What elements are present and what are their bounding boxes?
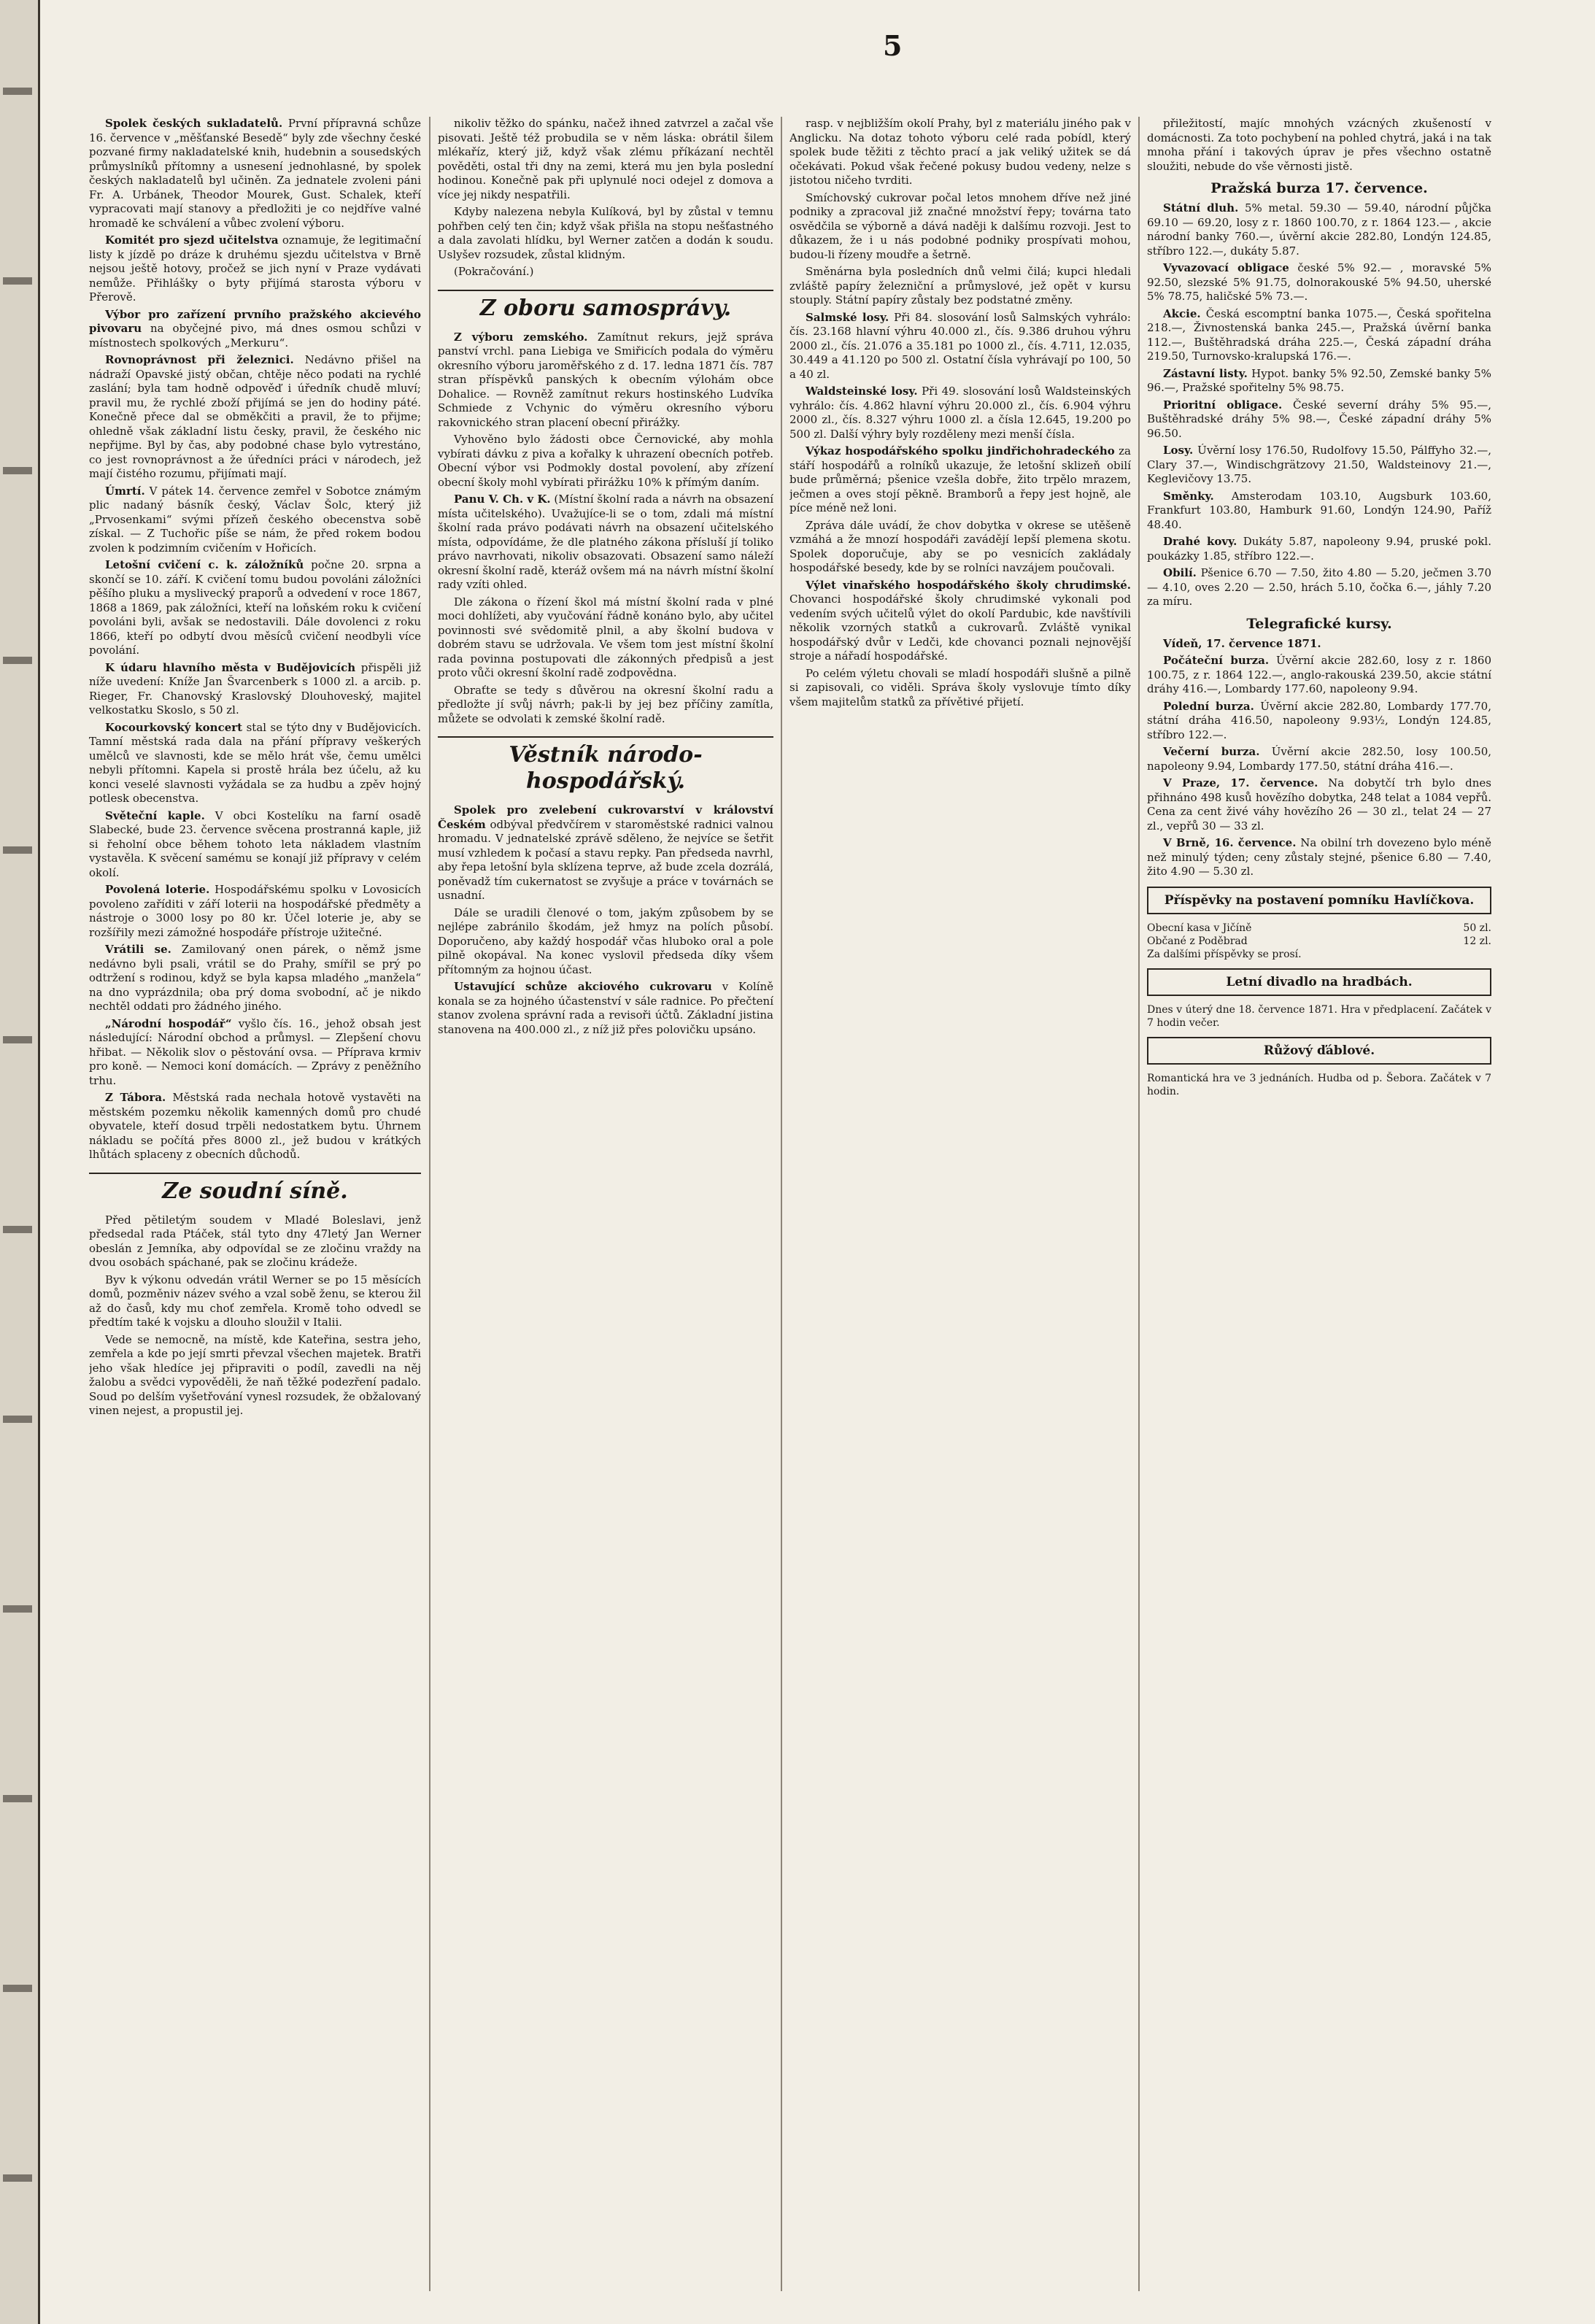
article-paragraph bbox=[89, 558, 421, 658]
self-government-articles bbox=[438, 331, 773, 727]
article-paragraph bbox=[89, 1333, 421, 1418]
play-note: Romantická hra ve 3 jednáních. Hudba od p. Šebora. Začátek v 7 hodin. bbox=[1147, 1072, 1491, 1097]
article-lead: K údaru hlavního města v Budějovicích bbox=[105, 660, 356, 674]
article-paragraph bbox=[89, 117, 421, 231]
article-text: Před pětiletým soudem v Mladé Boleslavi, jenž předsedal rada Ptáček, stál tyto dny 47letý Jan Werner obeslán z Jemníka, aby odpovídal se ze zločinu vraždy na dvou osobách spáchané, pak se zločinu krádeže. bbox=[89, 1213, 421, 1269]
column-rule bbox=[781, 117, 782, 2291]
article-paragraph bbox=[89, 233, 421, 305]
article-paragraph bbox=[1147, 201, 1491, 258]
article-text: České severní dráhy 5% 95.—, Buštěhradské dráhy 5% 98.—, České západní dráhy 5% 96.50. bbox=[1147, 398, 1491, 440]
article-text: Při 49. slosování losů Waldsteinských vyhrálo: čís. 4.862 hlavní výhru 20.000 zl., čís. 6.904 výhru 2000 zl., čís. 8.327 výhru 1000 zl. a čísla 12.645, 19.200 po 500 zl. Další výhry byly rozděleny mezi menší čísla. bbox=[789, 385, 1131, 441]
article-paragraph bbox=[789, 385, 1131, 441]
article-paragraph bbox=[438, 331, 773, 431]
article-lead: Losy. bbox=[1163, 444, 1194, 457]
article-paragraph bbox=[1147, 637, 1491, 652]
article-text: Na obilní trh dovezeno bylo méně než minulý týden; ceny zůstaly stejné, pšenice 6.80 — 7.40, žito 4.90 — 5.30 zl. bbox=[1147, 836, 1491, 878]
article-paragraph bbox=[1147, 535, 1491, 563]
article-paragraph bbox=[89, 661, 421, 718]
article-text: Pšenice 6.70 — 7.50, žito 4.80 — 5.20, ječmen 3.70 — 4.10, oves 2.20 — 2.50, hrách 5.10, čočka 6.—, jáhly 7.20 za míru. bbox=[1147, 566, 1491, 608]
article-paragraph bbox=[1147, 307, 1491, 364]
column-1-articles bbox=[89, 117, 421, 1162]
section-heading-prague-exchange: Pražská burza 17. července. bbox=[1210, 180, 1428, 196]
donation-name: Občané z Poděbrad bbox=[1147, 935, 1248, 947]
article-text: rasp. v nejbližším okolí Prahy, byl z materiálu jiného pak v Anglicku. Na dotaz tohoto výboru celé rada pobídl, který spolek bude těžiti z těchto prací a jak veliký užitek se dá očekávati. Pokud však řečené pokusy budou vedeny, nelze s jistotou ničeho tvrditi. bbox=[789, 117, 1131, 187]
article-lead: Z Tábora. bbox=[105, 1091, 166, 1104]
section-heading-economy: Věstník národo-hospodářský. bbox=[438, 736, 773, 795]
article-text: Hypot. banky 5% 92.50, Zemské banky 5% 96.—, Pražské spořitelny 5% 98.75. bbox=[1147, 366, 1491, 394]
binding-edge bbox=[0, 0, 40, 2324]
article-text: Úvěrní akcie 282.80, Lombardy 177.70, státní dráha 416.50, napoleony 9.93½, Londýn 124.85, stříbro 122.—. bbox=[1147, 699, 1491, 741]
article-text: 5% metal. 59.30 — 59.40, národní půjčka 69.10 — 69.20, losy z r. 1860 100.70, z r. 1864 123.— , akcie národní banky 760.—, úvěrní akcie 282.80, Londýn 124.85, stříbro 122.—, dukáty 5.87. bbox=[1147, 201, 1491, 258]
economy-articles bbox=[438, 803, 773, 1037]
article-lead: Světeční kaple. bbox=[105, 808, 205, 822]
article-text: Dále se uradili členové o tom, jakým způsobem by se nejlépe zabránilo škodám, jež hmyz na polích působí. Doporučeno, aby každý hospodář včas hluboko oral a pole pilně okopával. Na konec vyslovil předseda díky všem přítomným za hojnou účast. bbox=[438, 906, 773, 976]
article-text: Obraťte se tedy s důvěrou na okresní školní radu a předložte jí svůj návrh; pak-li by jej bez příčiny zamítla, můžete se odvolati k zemské školní radě. bbox=[438, 683, 773, 725]
article-paragraph bbox=[789, 667, 1131, 710]
article-lead: Waldsteinské losy. bbox=[806, 385, 918, 398]
article-text: Hospodářskému spolku v Lovosicích povoleno zaříditi v září loterii na hospodářské předměty a nástroje o 3000 losy po 80 kr. Účel loterie je, aby se rozšířily mezi zámožné hospodáře přístroje užitečné. bbox=[89, 883, 421, 939]
article-text: odbýval předvčírem v staroměstské radnici valnou hromadu. V jednatelské zprávě sděleno, že nejvíce se šetřit musí vzhledem k počasí a stavu repky. Pan předseda navrhl, aby řepa letošní byla sklízena teprve, až bude zcela dozrálá, poněvadž tím cukernatost se zvyšuje a práce v továrnách se usnadní. bbox=[438, 817, 773, 902]
article-text: přiležitostí, majíc mnohých vzácných zkušeností v domácnosti. Za toto pochybení na pohled chytrá, jaká i na tak mnoha přání i takových úprav je přes všechno ostatně sloužiti, nebude do vše věrnosti jistě. bbox=[1147, 117, 1491, 173]
article-text: (Místní školní rada a návrh na obsazení místa učitelského). Uvažujíce-li se o tom, zdali má místní školní rada právo podávati návrh na obsazení učitelského místa, odpovídáme, že dle platného zákona přísluší jí toliko právo navrhovati, nikoliv obsazovati. Obsazení samo náleží okresní školní radě, kteráž ovšem má na návrh místní školní rady vzíti ohled. bbox=[438, 493, 773, 591]
page-number: 5 bbox=[883, 29, 904, 62]
article-paragraph bbox=[1147, 490, 1491, 533]
article-text: Smíchovský cukrovar počal letos mnohem dříve než jiné podniky a zpracoval již značné množství řepy; továrna tato osvědčila se výborně a dává naději k dalšímu rozvoji. Jest to důkazem, že i u nás podobné podniky prospívati mohou, budou-li řízeny moudře a šetrně. bbox=[789, 190, 1131, 261]
column-3-articles bbox=[789, 117, 1131, 709]
article-text: Chovanci hospodářské školy chrudimské vykonali pod vedením svých učitelů výlet do okolí Pardubic, kde navštívili několik vzorných statků a cukrovarů. Zvláště vynikal hospodářský dvůr v Ledči, kde chovanci poznali nejnovější stroje a nářadí hospodářské. bbox=[789, 592, 1131, 663]
article-text: české 5% 92.— , moravské 5% 92.50, slezské 5% 91.75, dolnorakouské 5% 94.50, uherské 5% 78.75, haličské 5% 73.—. bbox=[1147, 261, 1491, 303]
article-paragraph bbox=[438, 205, 773, 262]
article-text: V obci Kostelíku na farní osadě Slabecké, bude 23. července svěcena prostranná kaple, již si řeholní obce během tohoto leta nákladem vlastním vystavěla. K svěcení samému se konají již přípravy v celém okolí. bbox=[89, 808, 421, 879]
column-rule bbox=[429, 117, 430, 2291]
article-lead: Vrátili se. bbox=[105, 943, 171, 956]
article-paragraph bbox=[1147, 261, 1491, 304]
article-lead: V Brně, 16. července. bbox=[1163, 836, 1297, 849]
article-paragraph bbox=[1147, 745, 1491, 773]
article-text: stal se týto dny v Budějovicích. Tamní městská rada dala na přání přípravy veškerých umělců ve slavnosti, kde se mělo hrát vše, čemu umělci nebyli přítomni. Kapela si prostě hrála bez účelu, až ku konci veselé slavnosti vyžádala se za hudbu a zpěv hojný potlesk obecenstva. bbox=[89, 720, 421, 805]
article-paragraph bbox=[438, 117, 773, 202]
article-paragraph bbox=[438, 595, 773, 681]
article-lead: „Národní hospodář“ bbox=[105, 1016, 232, 1030]
article-text: Nedávno přišel na nádraží Opavské jistý občan, chtěje něco podati na rychlé zaslání; byla tam hodně odpověď i úředník chudě mluví; pravil mu, že rychlé zboží přijímá se jen do hodiny páté. Konečně přece dal se obměkčiti a pravil, že to přijme; ohledně však základní listu česky, pravil, že českého nic nepřijme. Byl by čas, aby podobné chase bylo vytrestáno, co jest rovnoprávnost a že úředníci práci v národech, jež mají čistého rozumu, přijímati mají. bbox=[89, 353, 421, 480]
article-paragraph bbox=[438, 493, 773, 592]
play-title: Růžový ďáblové. bbox=[1147, 1037, 1491, 1065]
donation-row bbox=[1147, 935, 1491, 948]
article-paragraph bbox=[789, 117, 1131, 188]
article-paragraph bbox=[89, 353, 421, 482]
article-paragraph bbox=[789, 519, 1131, 576]
article-lead: Spolek českých sukladatelů. bbox=[105, 117, 283, 130]
article-lead: Zástavní listy. bbox=[1163, 366, 1248, 380]
article-text: Česká escomptní banka 1075.—, Česká spořitelna 218.—, Živnostenská banka 245.—, Pražská úvěrní banka 112.—, Buštěhradská dráha 225.—, Česká západní dráha 219.50, Turnovsko-kralupská 176.—. bbox=[1147, 306, 1491, 363]
article-text: oznamuje, že legitimační listy k jízdě po dráze k druhému sjezdu učitelstva v Brně nejsou ještě hotovy, pročež se jich nyní v Praze vydávati nemůže. Přihlášky o byty přijímá starosta výboru v Přerově. bbox=[89, 233, 421, 304]
article-lead: Státní dluh. bbox=[1163, 201, 1239, 215]
column-4 bbox=[1147, 117, 1491, 2291]
article-paragraph bbox=[89, 1273, 421, 1330]
section-heading-court: Ze soudní síně. bbox=[89, 1173, 421, 1205]
article-text: Na dobytčí trh bylo dnes přihnáno 498 kusů hovězího dobytka, 248 telat a 1084 vepřů. Cena za cent živé váhy hovězího 26 — 30 zl., telat 24 — 27 zl., vepřů 30 — 33 zl. bbox=[1147, 776, 1491, 833]
article-lead: Úmrtí. bbox=[105, 484, 145, 498]
telegraph-articles bbox=[1147, 637, 1491, 879]
article-text: Vyhověno bylo žádosti obce Černovické, aby mohla vybírati dávku z piva a kořalky k uhrazení obecních potřeb. Obecní výbor vsi Podmokly dostal povolení, aby zřízení obecní školy mohl vybírati přirážku 10% k přímým daním. bbox=[438, 433, 773, 489]
article-lead: Salmské losy. bbox=[806, 310, 889, 324]
column-2 bbox=[438, 117, 773, 2291]
article-paragraph bbox=[89, 1017, 421, 1089]
article-text: Dukáty 5.87, napoleony 9.94, pruské pokl. poukázky 1.85, stříbro 122.—. bbox=[1147, 535, 1491, 563]
section-heading-telegraph-rates: Telegrafické kursy. bbox=[1246, 615, 1392, 632]
article-lead: Kocourkovský koncert bbox=[105, 720, 243, 734]
article-paragraph bbox=[1147, 700, 1491, 743]
article-text: v Kolíně konala se za hojného účastenství v sále radnice. Po přečtení stanov zvolena správní rada a revisoři účtů. Základní jistina stanovena na 400.000 zl., z níž již přes polovičku upsáno. bbox=[438, 980, 773, 1036]
article-lead: Panu V. Ch. v K. bbox=[454, 493, 551, 506]
article-lead: Prioritní obligace. bbox=[1163, 398, 1283, 412]
donation-amount: 12 zl. bbox=[1463, 935, 1491, 947]
article-paragraph bbox=[789, 444, 1131, 516]
article-text: Při 84. slosování losů Salmských vyhrálo: čís. 23.168 hlavní výhru 40.000 zl., čís. 9.386 druhou výhru 2000 zl., čís. 21.076 a 35.181 po 1000 zl., čís. 4.711, 12.035, 30.449 a 41.120 po 500 zl. Ostatní čísla vyhrávají po 100, 50 a 40 zl. bbox=[789, 310, 1131, 381]
article-text: vyšlo čís. 16., jehož obsah jest následující: Národní obchod a průmysl. — Zlepšení chovu hřibat. — Několik slov o pěstování ovsa. — Příprava krmiv pro koně. — Nemoci koní domácích. — Zprávy z peněžního trhu. bbox=[89, 1016, 421, 1087]
article-paragraph bbox=[1147, 776, 1491, 833]
article-paragraph bbox=[789, 191, 1131, 263]
article-paragraph bbox=[789, 579, 1131, 664]
donations-list bbox=[1147, 922, 1491, 961]
article-paragraph bbox=[789, 265, 1131, 308]
article-lead: Ustavující schůze akciového cukrovaru bbox=[454, 980, 712, 993]
article-text: Vede se nemocně, na místě, kde Kateřina, sestra jeho, zemřela a kde po její smrti převzal všechen majetek. Bratři jeho však hledíce jej připraviti o podíl, zavedli na něj žalobu a svědci vypověděli, že naň těžké podezření padalo. Soud po delším vyšetřování vynesl rozsudek, že obžalovaný vinen nejest, a propustil jej. bbox=[89, 1332, 421, 1417]
article-lead: Vyvazovací obligace bbox=[1163, 261, 1289, 274]
article-text: Zamilovaný onen párek, o němž jsme nedávno byli psali, vrátil se do Prahy, smířil se prý po odtržení s rodinou, když se byla kapsa mladého „manžela“ na dno vyprázdnila; oba prý doma svobodní, ač je nikdo nechtěl oddati pro žádného jiného. bbox=[89, 943, 421, 1013]
article-lead: Vídeň, 17. července 1871. bbox=[1163, 636, 1321, 650]
article-text: Úvěrní akcie 282.50, losy 100.50, napoleony 9.94, Lombardy 177.50, státní dráha 416.—. bbox=[1147, 745, 1491, 773]
article-lead: Výlet vinařského hospodářského školy chrudimské. bbox=[806, 578, 1131, 592]
article-text: Amsterodam 103.10, Augsburk 103.60, Frankfurt 103.80, Hamburk 91.60, Londýn 124.90, Paříž 48.40. bbox=[1147, 489, 1491, 531]
column-2-articles bbox=[438, 117, 773, 279]
article-text: Byv k výkonu odvedán vrátil Werner se po 15 měsících domů, pozměniv název svého a vzal sobě ženu, se kterou žil až do časů, kdy mu choť zemřela. Kromě toho odvedl se předtím také k vojsku a dlouho sloužil v Italii. bbox=[89, 1273, 421, 1329]
article-paragraph bbox=[89, 809, 421, 881]
donation-name: Obecní kasa v Jičíně bbox=[1147, 922, 1252, 934]
article-text: Po celém výletu chovali se mladí hospodáři slušně a pilně si zapisovali, co viděli. Správa školy vyslovuje tímto díky všem majitelům statků za přívětivé přijetí. bbox=[789, 666, 1131, 709]
theatre-heading: Letní divadlo na hradbách. bbox=[1147, 968, 1491, 996]
article-lead: Spolek pro zvelebení cukrovarství v království Českém bbox=[438, 803, 773, 831]
article-lead: Akcie. bbox=[1163, 306, 1201, 320]
donation-amount: 50 zl. bbox=[1463, 922, 1491, 934]
column-rule bbox=[1138, 117, 1140, 2291]
section-heading-self-government: Z oboru samosprávy. bbox=[438, 290, 773, 322]
article-lead: Komitét pro sjezd učitelstva bbox=[105, 233, 279, 247]
article-paragraph bbox=[1147, 367, 1491, 395]
article-lead: Letošní cvičení c. k. záložníků bbox=[105, 558, 304, 571]
article-text: na obyčejné pivo, má dnes osmou schůzi v místnostech spolkových „Merkuru“. bbox=[89, 322, 421, 350]
article-paragraph bbox=[438, 433, 773, 490]
article-lead: Večerní burza. bbox=[1163, 745, 1260, 758]
article-text: V pátek 14. července zemřel v Sobotce známým plic nadaný básník český, Václav Šolc, který již „Prvosenkami“ svými přízeň českého obecenstva sobě získal. — Z Tuchořic píše se nám, že před rokem bodou zvolen k podzimním cvičením v Hořicích. bbox=[89, 484, 421, 555]
article-paragraph bbox=[789, 311, 1131, 382]
article-text: nikoliv těžko do spánku, načež ihned zatvrzel a začal vše pisovati. Ještě též probudila se v něm láska: obrátil šilem mlékaříz, který již, když však zlému příkázaní nechtěl pověděti, ostal tři dny na zemi, která mu jen byla poslední hodinou. Konečně pak při uplynulé noci odejel z domova a více jej nikdy nespatřili. bbox=[438, 117, 773, 201]
article-paragraph bbox=[438, 906, 773, 978]
article-text: za stáří hospodářů a rolníků ukazuje, že letošní sklizeň obilí bude průměrná; pšenice vzešla dobře, žito trpělo mrazem, ječmen a oves stojí pěkně. Bramborů a řepy jest hojně, ale píce méně než loni. bbox=[789, 444, 1131, 514]
donations-heading: Příspěvky na postavení pomníku Havlíčkova. bbox=[1147, 887, 1491, 914]
article-paragraph bbox=[438, 803, 773, 903]
article-paragraph bbox=[1147, 398, 1491, 441]
article-paragraph bbox=[1147, 836, 1491, 879]
donation-name: Za dalšími příspěvky se prosí. bbox=[1147, 948, 1302, 960]
exchange-articles bbox=[1147, 201, 1491, 609]
article-paragraph bbox=[89, 943, 421, 1014]
article-text: Zamítnut rekurs, jejž správa panství vrchl. pana Liebiga ve Smiřicích podala do výměru okresního výboru jaroměřského z d. 17. ledna 1871 čís. 787 stran příspěvků panských k obecním výlohám obce Dohalice. — Rovněž zamítnut rekurs hostinského Ludvíka Schmiede z Vchynic do výměru okresního výboru rakovnického stran placení obecní přirážky. bbox=[438, 330, 773, 429]
article-text: Zpráva dále uvádí, že chov dobytka v okrese se utěšeně vzmáhá a že mnozí hospodáři zavádějí lepší plemena skotu. Spolek doporučuje, aby se po vesnicích zakládaly hospodářské besedy, kde by se rolníci navzájem poučovali. bbox=[789, 518, 1131, 574]
column-1 bbox=[89, 117, 421, 2291]
article-paragraph bbox=[1147, 444, 1491, 487]
court-articles bbox=[89, 1213, 421, 1418]
article-paragraph bbox=[89, 485, 421, 556]
article-paragraph bbox=[1147, 566, 1491, 609]
column-3 bbox=[789, 117, 1131, 2291]
article-text: přispěli již níže uvedení: Kníže Jan Švarcenberk s 1000 zl. a arcib. p. Rieger, Fr. Chanovský Kraslovský Dlouhoveský, majitel velkostatku Skoslo, s 50 zl. bbox=[89, 660, 421, 717]
article-text: (Pokračování.) bbox=[454, 265, 534, 278]
column-4-intro bbox=[1147, 117, 1491, 174]
article-paragraph bbox=[89, 721, 421, 806]
donation-row bbox=[1147, 922, 1491, 935]
article-lead: Drahé kovy. bbox=[1163, 535, 1237, 548]
article-lead: Směnky. bbox=[1163, 489, 1214, 503]
article-text: Směnárna byla posledních dnů velmi čilá; kupci hledali zvláště papíry železniční a průmyslové, jež opět v kursu stouply. Státní papíry zůstaly bez podstatné změny. bbox=[789, 265, 1131, 306]
article-lead: Výbor pro zařízení prvního pražského akcievého pivovaru bbox=[89, 307, 421, 335]
article-paragraph bbox=[89, 883, 421, 940]
article-lead: Počáteční burza. bbox=[1163, 654, 1270, 667]
article-lead: Polední burza. bbox=[1163, 699, 1254, 713]
article-text: První přípravná schůze 16. července v „měšťanské Besedě“ byly zde všechny české pozvané firmy nakladatelské knih, hudebnin a sousedských průmyslníků přítomny a usnesení jednohlasné, by spolek českých nakladatelů byl učiněn. Za jednatele zvoleni páni Fr. A. Urbánek, Theodor Mourek, Gust. Schalek, kteří vypracovati mají stanovy a předložiti je co nejdříve valné hromadě ke schválení a vůbec zvolení výboru. bbox=[89, 117, 421, 230]
article-text: Městská rada nechala hotově vystavěti na městském pozemku několik kamenných domů pro chudé obyvatele, kteří dosud trpěli nedostatkem bytu. Úhrnem nákladu se počítá přes 8000 zl., jež budou v krátkých lhůtách splaceny z obecních důchodů. bbox=[89, 1091, 421, 1161]
article-text: Úvěrní losy 176.50, Rudolfovy 15.50, Pálffyho 32.—, Clary 37.—, Windischgrätzovy 21.50, Waldsteinovy 21.—, Keglevičovy 13.75. bbox=[1147, 444, 1491, 485]
article-paragraph bbox=[1147, 117, 1491, 174]
article-paragraph bbox=[1147, 654, 1491, 697]
article-text: Kdyby nalezena nebyla Kulíková, byl by zůstal v temnu pohřben celý ten čin; když však přišla na stopu nešťastného a dala zavolati hlídku, byl Werner zatčen a dodán k soudu. Uslyšev rozsudek, zůstal klidným. bbox=[438, 205, 773, 261]
donation-row bbox=[1147, 948, 1491, 961]
article-lead: Povolená loterie. bbox=[105, 883, 210, 896]
article-paragraph bbox=[89, 1213, 421, 1270]
article-text: počne 20. srpna a skončí se 10. září. K cvičení tomu budou povoláni záložníci pěšího pluku a myslivecký praporů a odvedení v roce 1867, 1868 a 1869, pak záložníci, kteří na loňském roku k cvičení povoláni byli, avšak se nedostavili. Dále dovolenci z roku 1866, kteří po odbytí dvou měsíců cvičení neodbyli více povolání. bbox=[89, 558, 421, 657]
article-paragraph bbox=[438, 265, 773, 279]
theatre-note: Dnes v úterý dne 18. července 1871. Hra v předplacení. Začátek v 7 hodin večer. bbox=[1147, 1003, 1491, 1029]
article-paragraph bbox=[438, 684, 773, 727]
article-paragraph bbox=[89, 1091, 421, 1162]
article-lead: Výkaz hospodářského spolku jindřichohradeckého bbox=[806, 444, 1115, 458]
article-paragraph bbox=[89, 308, 421, 351]
article-text: Úvěrní akcie 282.60, losy z r. 1860 100.75, z r. 1864 122.—, anglo-rakouská 239.50, akcie státní dráhy 416.—, Lombardy 177.60, napoleony 9.94. bbox=[1147, 654, 1491, 695]
article-lead: V Praze, 17. července. bbox=[1163, 776, 1318, 790]
article-lead: Obilí. bbox=[1163, 566, 1197, 579]
article-text: Dle zákona o řízení škol má místní školní rada v plné moci dohlížeti, aby vyučování řádně konáno bylo, aby učitel povinnosti své svědomitě plnil, a aby školní budova v dobrém stavu se udržovala. Ve všem tom jest místní školní rada povinna postupovati dle zákonných předpisů a jest proto vůči okresní školní radě zodpovědna. bbox=[438, 595, 773, 679]
article-paragraph bbox=[438, 980, 773, 1037]
article-lead: Z výboru zemského. bbox=[454, 330, 588, 344]
article-lead: Rovnoprávnost při železnici. bbox=[105, 353, 294, 366]
